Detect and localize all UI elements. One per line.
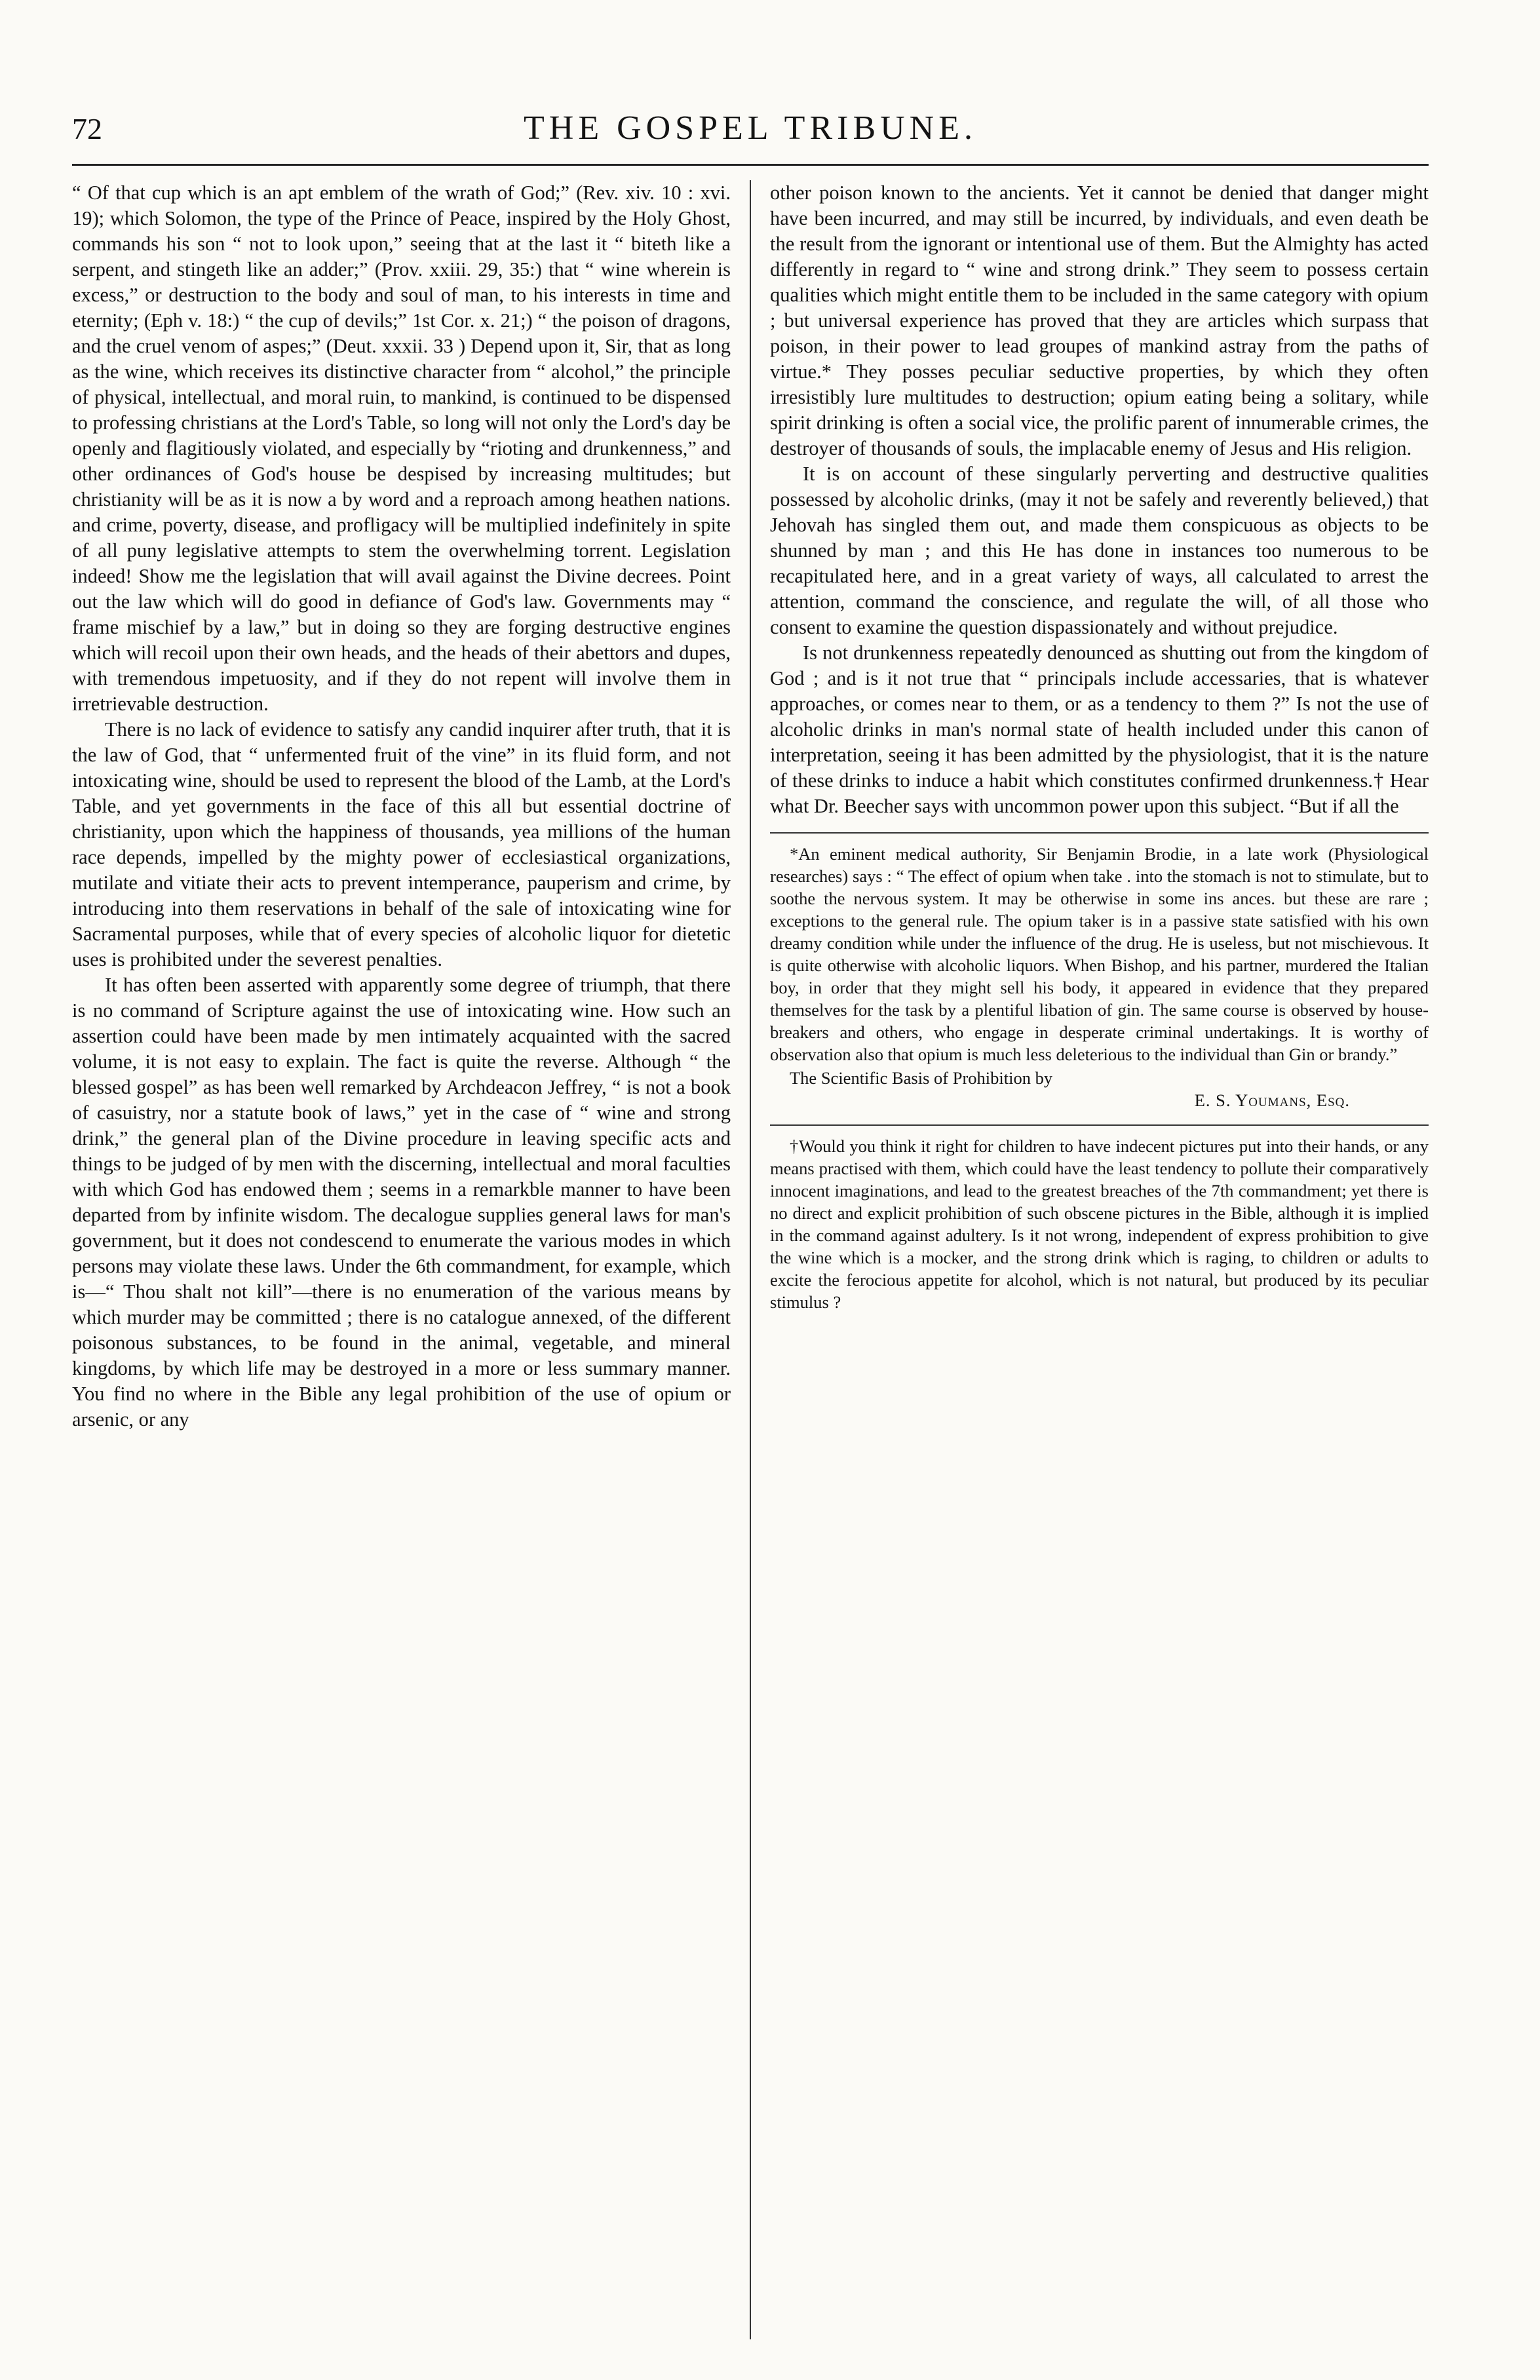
column-divider — [750, 180, 751, 2339]
footnote-rule — [770, 832, 1429, 834]
left-paragraph-1: “ Of that cup which is an apt emblem of the wrath of God;” (Rev. xiv. 10 : xvi. 19); which Solomon, the type of the Prince of Peace, inspired by the Holy Ghost, commands his son “ not to look upon,” seeing that at the last it “ biteth like a serpent, and stingeth like an adder;” (Prov. xxiii. 29, 35:) that “ wine wherein is excess,” or destruction to the body and soul of man, to his interests in time and eternity; (Eph v. 18:) “ the cup of devils;” 1st Cor. x. 21;) “ the poison of dragons, and the cruel venom of aspes;” (Deut. xxxii. 33 ) Depend upon it, Sir, that as long as the wine, which receives its distinctive character from “ alcohol,” the principle of physical, intellectual, and moral ruin, to mankind, is continued to be dispensed to professing christians at the Lord's Table, so long will not only the Lord's day be openly and flagitiously violated, and especially by “rioting and drunkenness,” and other ordinances of God's house be despised by increasing multitudes; but christianity will be as it is now a by word and a reproach among heathen nations. and crime, poverty, disease, and profligacy will be multiplied indefinitely in spite of all puny legislative attempts to stem the overwhelming torrent. Legislation indeed! Show me the legislation that will avail against the Divine decrees. Point out the law which will do good in defiance of God's law. Governments may “ frame mischief by a law,” but in doing so they are forging destructive engines which will recoil upon their own heads, and the heads of their abettors and dupes, with tremendous impetuosity, and if they do not repent will involve them in irretrievable destruction. — [72, 182, 731, 715]
journal-title: THE GOSPEL TRIBUNE. — [524, 109, 977, 147]
footnote-author: E. S. Youmans, Esq. — [1194, 1090, 1350, 1110]
columns — [72, 180, 1429, 2339]
right-paragraph-2: It is on account of these singularly perverting and destructive qualities possessed by alcoholic drinks, (may it not be safely and reverently believed,) that Jehovah has singled them out, and made them conspicuous as objects to be shunned by man ; and this He has done in instances too numerous to be recapitulated here, and in a great variety of ways, all calculated to arrest the attention, command the conscience, and regulate the will, of all those who consent to examine the question dispassionately and without prejudice. — [770, 463, 1429, 638]
footnote-rule-2 — [770, 1124, 1429, 1126]
right-paragraph-1: other poison known to the ancients. Yet it cannot be denied that danger might have been incurred, and may still be incurred, by individuals, and even death be the result from the ignorant or intentional use of them. But the Almighty has acted differently in regard to “ wine and strong drink.” They seem to possess certain qualities which might entitle them to be included in the same category with opium ; but universal experience has proved that they are articles which surpass that poison, in their power to lead groupes of mankind astray from the paths of virtue.* They posses peculiar seductive properties, by which they often irresistibly lure multitudes to destruction; opium eating being a solitary, while spirit drinking is often a social vice, the prolific parent of innumerable crimes, the destroyer of thousands of souls, the implacable enemy of Jesus and His religion. — [770, 182, 1429, 459]
right-column — [770, 180, 1429, 2339]
page-number: 72 — [72, 112, 102, 145]
page — [72, 98, 1429, 2339]
footnote-dagger: †Would you think it right for children to have indecent pictures put into their hands, or any means practised with them, which could have the least tendency to pollute their comparatively innocent imaginations, and lead to the greatest breaches of the 7th commandment; yet there is no direct and explicit prohibition of such obscene pictures in the Bible, although it is implied in the command against adultery. Is it not wrong, independent of express prohibition to give the wine which is a mocker, and the strong drink which is raging, to children or adults to excite the ferocious appetite for alcohol, which is not natural, but produced by its peculiar stimulus ? — [770, 1136, 1429, 1312]
left-column — [72, 180, 731, 2339]
left-paragraph-3: It has often been asserted with apparently some degree of triumph, that there is no command of Scripture against the use of intoxicating wine. How such an assertion could have been made by men intimately acquainted with the sacred volume, it is not easy to explain. The fact is quite the reverse. Although “ the blessed gospel” as has been well remarked by Archdeacon Jeffrey, “ is not a book of casuistry, nor a statute book of laws,” yet in the case of “ wine and strong drink,” the general plan of the Divine procedure in leaving specific acts and things to be judged of by men with the discerning, intellectual and moral faculties with which God has endowed them ; seems in a remarkble manner to have been departed from by infinite wisdom. The decalogue supplies general laws for man's government, but it does not condescend to enumerate the various modes in which persons may violate these laws. Under the 6th commandment, for example, which is—“ Thou shalt not kill”—there is no enumeration of the various means by which murder may be committed ; there is no catalogue annexed, of the different poisonous substances, to be found in the animal, vegetable, and mineral kingdoms, by which life may be destroyed in a more or less summary manner. You find no where in the Bible any legal prohibition of the use of opium or arsenic, or any — [72, 974, 731, 1430]
footnote-star: *An eminent medical authority, Sir Benjamin Brodie, in a late work (Physiological researches) says : “ The effect of opium when take . into the stomach is not to stimulate, but to soothe the nervous system. It may be otherwise in some ins ances. but these are rare ; exceptions to the general rule. The opium taker is in a passive state satisfied with his own dreamy condition while under the influence of the drug. He is useless, but not mischievous. It is quite otherwise with alcoholic liquors. When Bishop, and his partner, murdered the Italian boy, in order that they might sell his body, it appeared in evidence that they prepared themselves for the task by a plentiful libation of gin. The same course is observed by house-breakers and others, who engage in desperate criminal undertakings. It is worthy of observation also that opium is much less deleterious to the individual than Gin or brandy.” — [770, 844, 1429, 1064]
right-paragraph-3: Is not drunkenness repeatedly denounced as shutting out from the kingdom of God ; and is it not true that “ principals include accessaries, that is whatever approaches, or comes near to them, or as a tendency to them ?” Is not the use of alcoholic drinks in man's normal state of health included under this canon of interpretation, seeing it has been admitted by the physiologist, that it is the nature of these drinks to induce a habit which constitutes confirmed drunkenness.† Hear what Dr. Beecher says with uncommon power upon this subject. “But if all the — [770, 642, 1429, 817]
running-head — [72, 98, 1429, 166]
left-paragraph-2: There is no lack of evidence to satisfy any candid inquirer after truth, that it is the law of God, that “ unfermented fruit of the vine” in its fluid form, and not intoxicating wine, should be used to represent the blood of the Lamb, at the Lord's Table, and yet governments in the face of this all but essential doctrine of christianity, upon which the happiness of thousands, yea millions of the human race depends, impelled by the mighty power of ecclesiastical organizations, mutilate and vitiate their acts to prevent intemperance, pauperism and crime, by introducing into them reservations in behalf of the sale of intoxicating wine for Sacramental purposes, while that of every species of alcoholic liquor for dietetic uses is prohibited under the severest penalties. — [72, 718, 731, 970]
footnote-source: The Scientific Basis of Prohibition by — [790, 1068, 1053, 1088]
